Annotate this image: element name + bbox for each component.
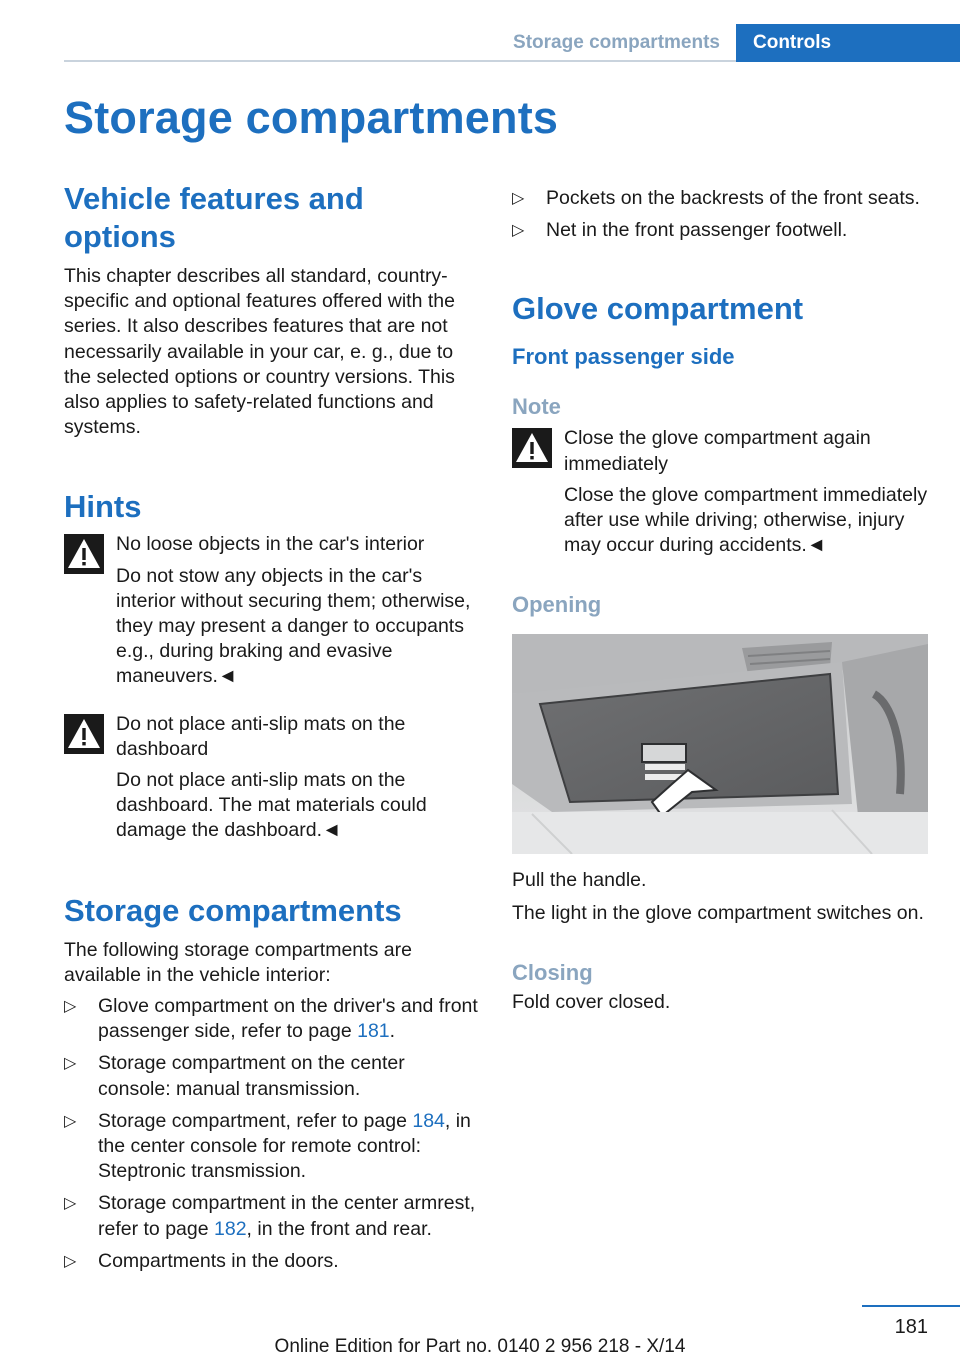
opening-text-1: Pull the handle. — [512, 869, 647, 892]
list-item-text: Net in the front passenger footwell. — [546, 219, 848, 242]
bullet-triangle-icon: ▷ — [64, 1195, 77, 1213]
page-link-184[interactable]: 184 — [412, 1109, 445, 1132]
list-item-text: Compartments in the doors. — [98, 1249, 339, 1272]
storage-list — [64, 994, 482, 1274]
page-link-181[interactable]: 181 — [357, 1020, 390, 1043]
list-item-text: , in the center console for remote control: Steptronic transmission. — [98, 1109, 471, 1183]
front-passenger-heading: Front passenger side — [512, 344, 735, 370]
list-item-text: Storage compartment in the center armrest, refer to page — [98, 1192, 476, 1240]
opening-text-2: The light in the glove compartment switches on. — [512, 901, 924, 924]
features-text: This chapter describes all standard, country-specific and optional features offered with the series. It also describes features that are not necessarily available in your car, e. g., due to the selected options or country versions. This also applies to safety-related functions and systems. — [64, 265, 455, 439]
warning-text-content: Do not stow any objects in the car's interior without securing them; otherwise, they may present a danger to occupants e.g., during braking and evasive maneuvers.◄ — [116, 564, 471, 688]
page-link-182[interactable]: 182 — [214, 1217, 247, 1240]
glove-compartment-photo — [512, 634, 928, 854]
closing-text: Fold cover closed. — [512, 990, 671, 1013]
opening-heading: Opening — [512, 592, 602, 618]
list-item — [64, 1051, 482, 1101]
list-item-text: Pockets on the backrests of the front seats. — [546, 187, 920, 209]
bullet-triangle-icon: ▷ — [64, 998, 77, 1016]
left-column — [64, 180, 482, 1281]
edition-footer: Online Edition for Part no. 0140 2 956 218 - X/14 — [274, 1336, 686, 1357]
list-item — [512, 218, 930, 243]
warning-text-content: Close the glove compartment immediately after use while driving; otherwise, injury may occur during accidents.◄ — [564, 483, 928, 557]
bullet-triangle-icon: ▷ — [64, 1055, 77, 1073]
warning-triangle-icon — [64, 534, 104, 574]
warning-triangle-icon — [64, 714, 104, 754]
list-item-text: . — [389, 1020, 396, 1043]
list-item — [512, 186, 930, 211]
list-item-text: Storage compartment, refer to page — [98, 1109, 413, 1132]
bullet-triangle-icon: ▷ — [512, 222, 525, 240]
warning-text-content: Do not place anti-slip mats on the dashboard. The mat materials could damage the dashboard.◄ — [116, 769, 427, 842]
list-item-text: , in the front and rear. — [246, 1217, 432, 1240]
warning-text — [512, 483, 930, 559]
list-item — [64, 994, 482, 1044]
warning-title: No loose objects in the car's interior — [116, 533, 425, 556]
list-item-text: Storage compartment on the center console: manual transmission. — [98, 1052, 405, 1100]
header-tab-controls[interactable]: Controls — [736, 24, 960, 62]
hints-heading: Hints — [64, 489, 142, 525]
right-column — [512, 186, 930, 1015]
warning-anti-slip-mats — [64, 712, 482, 844]
warning-title: Do not place anti-slip mats on the dashboard — [116, 712, 406, 760]
list-item — [64, 1249, 482, 1274]
warning-title: Close the glove compartment again immediately — [564, 427, 871, 475]
closing-heading: Closing — [512, 959, 593, 985]
list-item — [64, 1191, 482, 1241]
bullet-triangle-icon: ▷ — [64, 1112, 77, 1130]
warning-text — [64, 768, 482, 844]
features-heading: Vehicle features and options — [64, 181, 364, 254]
list-item — [64, 1109, 482, 1185]
warning-close-glove-compartment — [512, 426, 930, 558]
page-title: Storage compartments — [64, 92, 559, 143]
list-item-text: Glove compartment on the driver's and front passenger side, refer to page — [98, 995, 478, 1043]
page-number: 181 — [894, 1316, 928, 1338]
storage-heading: Storage compartments — [64, 892, 402, 928]
warning-triangle-icon — [512, 428, 552, 468]
storage-intro: The following storage compartments are available in the vehicle interior: — [64, 938, 412, 986]
storage-list-continued — [512, 186, 930, 243]
note-heading: Note — [512, 394, 561, 420]
glove-compartment-heading: Glove compartment — [512, 291, 804, 327]
header-section-title: Storage compartments — [513, 32, 720, 53]
bullet-triangle-icon: ▷ — [512, 190, 525, 207]
bullet-triangle-icon: ▷ — [64, 1252, 77, 1270]
footer-rule — [862, 1305, 960, 1307]
warning-text — [64, 564, 482, 690]
warning-loose-objects — [64, 532, 482, 689]
